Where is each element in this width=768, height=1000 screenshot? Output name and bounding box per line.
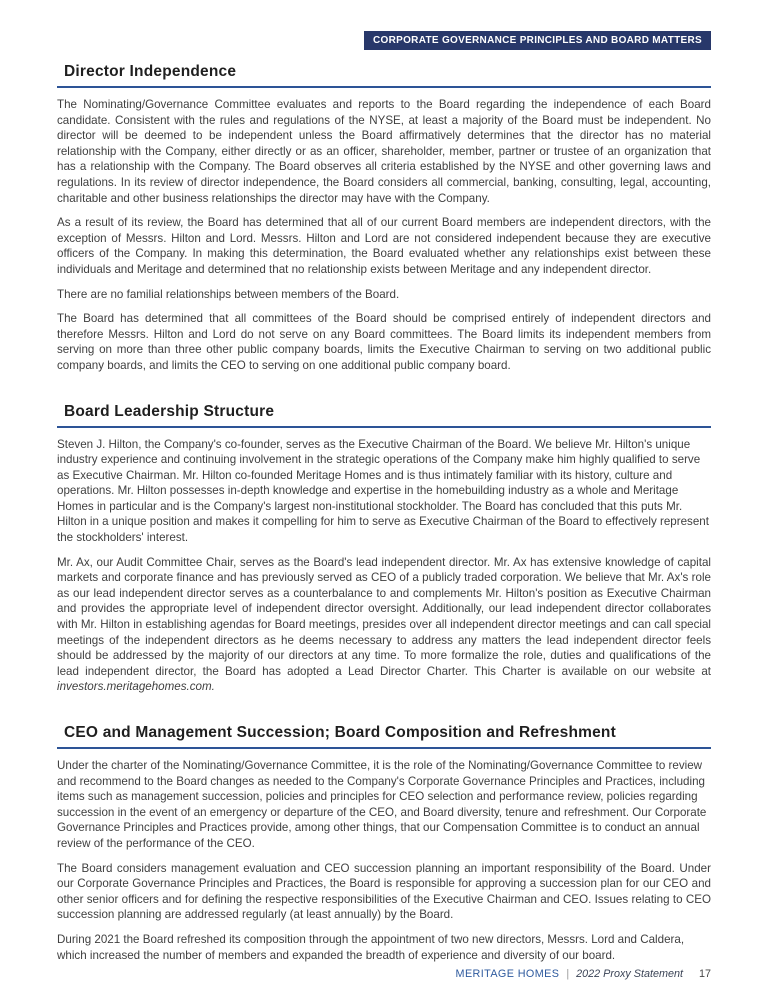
footer-brand: MERITAGE HOMES: [455, 968, 560, 980]
banner-row: [57, 31, 711, 50]
paragraph: Under the charter of the Nominating/Governance Committee, it is the role of the Nominating/Governance Committee to review and recommend to the Board changes as needed to the Company's Corporate Governance Principles and Practices, including items such as management succession, policies and principles for CEO selection and performance review, policies regarding succession in the event of an emergency or departure of the CEO, and Board diversity, tenure and refreshment. Our Corporate Governance Principles and Practices provide, among other things, that our Compensation Committee is to conduct an annual review of the performance of the CEO.: [57, 759, 707, 850]
website-url-text: investors.meritagehomes.com.: [57, 680, 215, 694]
paragraph: During 2021 the Board refreshed its composition through the appointment of two new directors, Messrs. Lord and Caldera, which increased the number of members and expanded the breadth of experience and diversity of our board.: [57, 932, 685, 962]
footer-document-title: 2022 Proxy Statement: [576, 968, 683, 980]
footer-separator: |: [566, 968, 570, 980]
chapter-banner: CORPORATE GOVERNANCE PRINCIPLES AND BOARD MATTERS: [364, 31, 711, 50]
paragraph: [57, 555, 711, 695]
section-ceo-management-succession: [57, 724, 711, 963]
section-title: Board Leadership Structure: [57, 403, 711, 428]
page-footer: [456, 968, 711, 980]
section-board-leadership-structure: [57, 403, 711, 696]
paragraph: The Board considers management evaluation and CEO succession planning an important responsibility of the Board. Under our Corporate Governance Principles and Practices, the Board is responsible for approving a succession plan for our CEO and other senior officers and for defining the respective responsibilities of the Executive Chairman and CEO. Issues relating to CEO succession planning are addressed regularly (at least annually) by the Board.: [57, 861, 711, 922]
section-director-independence: [57, 63, 711, 374]
paragraph-text: Mr. Ax, our Audit Committee Chair, serves as the Board's lead independent director. Mr. Ax has extensive knowledge of capital markets and corporate finance and has previously served as CEO of a publicly traded corporation. We believe that Mr. Ax's role as our lead independent director serves as a counterbalance to and complements Mr. Hilton's position as Executive Chairman and provides the appropriate level of independent director oversight. Additionally, our lead independent director collaborates with Mr. Hilton in establishing agendas for Board meetings, presides over all independent director meetings and can call special meetings of the independent directors as he deems necessary to address any matters the lead independent director feels should be addressed by the majority of our directors at any time. To more formalize the role, duties and qualifications of the lead independent director, the Board has adopted a Lead Director Charter. This Charter is available on our website at: [57, 555, 711, 678]
paragraph: Steven J. Hilton, the Company's co-founder, serves as the Executive Chairman of the Board. We believe Mr. Hilton's unique industry experience and continuing involvement in the strategic operations of the Company make him highly qualified to serve as Executive Chairman. Mr. Hilton co-founded Meritage Homes and is thus intimately familiar with its history, culture and operations. Mr. Hilton possesses in-depth knowledge and expertise in the homebuilding industry as a whole and Meritage Homes in particular and is the Company's largest non-institutional stockholder. The Board has concluded that this puts Mr. Hilton in a unique position and makes it compelling for him to serve as Executive Chairman of the Board to effectively represent the stockholders' interest.: [57, 437, 709, 545]
paragraph: The Board has determined that all committees of the Board should be comprised entirely of independent directors and therefore Messrs. Hilton and Lord do not serve on any Board committees. The Board limits its independent members from serving on more than three other public company boards, limits the Executive Chairman to serving on two additional public company boards, and limits the CEO to serving on one additional public company board.: [57, 312, 711, 372]
paragraph: As a result of its review, the Board has determined that all of our current Board members are independent directors, with the exception of Messrs. Hilton and Lord. Messrs. Hilton and Lord are not considered independent because they are executive officers of the Company. In making this determination, the Board evaluated whether any relationships exist between these individuals and Meritage and determined that no relationship exists between Meritage and any independent director.: [57, 216, 711, 276]
page-number: 17: [698, 968, 711, 980]
paragraph: The Nominating/Governance Committee evaluates and reports to the Board regarding the independence of each Board candidate. Consistent with the rules and regulations of the NYSE, at least a majority of the Board must be independent. No director will be deemed to be independent unless the Board affirmatively determines that the director has no material relationship with the Company, either directly or as an officer, shareholder, member, partner or trustee of an organization that has a relationship with the Company. The Board observes all criteria established by the NYSE and other governing laws and regulations. In its review of director independence, the Board considers all commercial, banking, consulting, legal, accounting, charitable and other business relationships the director may have with the Company.: [57, 98, 711, 205]
section-title: CEO and Management Succession; Board Composition and Refreshment: [57, 724, 711, 749]
paragraph: There are no familial relationships between members of the Board.: [57, 287, 400, 301]
section-title: Director Independence: [57, 63, 711, 88]
